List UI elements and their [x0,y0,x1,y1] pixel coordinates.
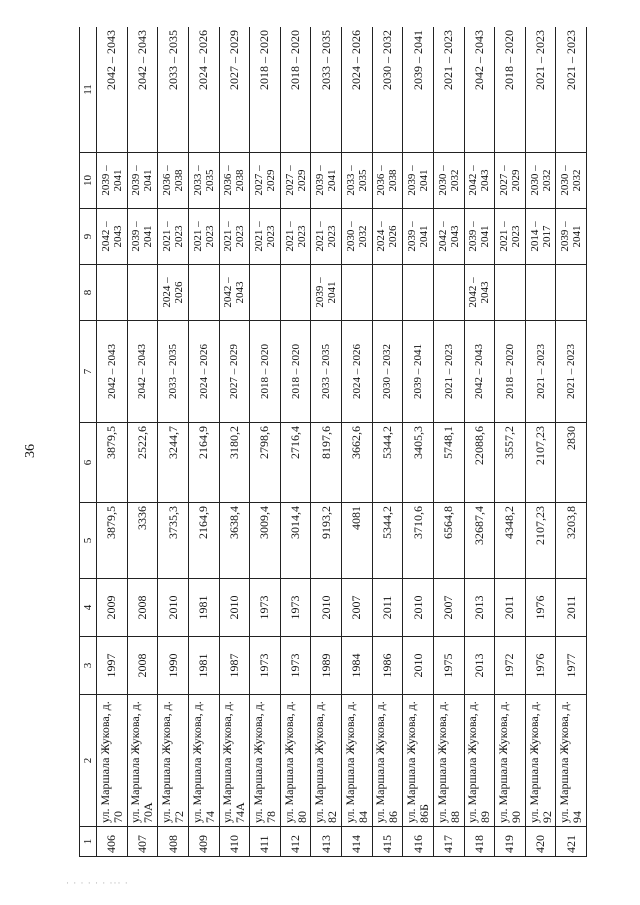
period-cell: 2036 – 2038 [219,153,250,209]
table-row [433,27,464,857]
row-number: 415 [372,827,403,857]
period-cell: 2039 – 2041 [127,209,158,265]
col-header-10: 10 [80,153,97,209]
year-built-cell: 1989 [311,637,342,695]
table-row [188,27,219,857]
total-area-cell: 2107,23 [525,503,556,579]
period-cell: 2021 – 2023 [433,27,464,153]
address-cell: ул. Маршала Жукова, д. 72 [158,695,189,827]
period-cell: 2018 – 2020 [280,321,311,423]
total-area-cell: 3710,6 [403,503,434,579]
total-area-cell: 3014,4 [280,503,311,579]
period-cell: 2036 – 2038 [158,153,189,209]
period-cell: 2042 – 2043 [127,321,158,423]
year-built-cell: 1981 [188,637,219,695]
period-cell: 2021 – 2023 [525,27,556,153]
year-built-cell: 1972 [495,637,526,695]
period-cell [250,265,281,321]
period-cell: 2042 – 2043 [464,321,495,423]
period-cell: 2042 – 2043 [97,27,128,153]
year-built-cell: 1973 [280,637,311,695]
period-cell: 2039 – 2041 [464,209,495,265]
period-cell: 2033 – 2035 [158,321,189,423]
living-area-cell: 3662,6 [342,423,373,503]
col-header-11: 11 [80,27,97,153]
period-cell: 2030 – 2032 [433,153,464,209]
total-area-cell: 6564,8 [433,503,464,579]
period-cell: 2039 – 2041 [403,153,434,209]
year-cell: 2011 [495,579,526,637]
col-header-7: 7 [80,321,97,423]
address-cell: ул. Маршала Жукова, д. 70А [127,695,158,827]
year-cell: 2008 [127,579,158,637]
row-number: 409 [188,827,219,857]
rotated-table-frame [79,27,587,857]
total-area-cell: 3735,3 [158,503,189,579]
col-header-4: 4 [80,579,97,637]
total-area-cell: 4348,2 [495,503,526,579]
period-cell [188,265,219,321]
address-cell: ул. Маршала Жукова, д. 74А [219,695,250,827]
period-cell [556,265,587,321]
year-cell: 2009 [97,579,128,637]
housing-schedule-table [79,27,587,857]
period-cell: 2024 – 2026 [342,27,373,153]
period-cell: 2021 – 2023 [158,209,189,265]
period-cell: 2024 – 2026 [158,265,189,321]
period-cell: 2027 – 2029 [250,153,281,209]
period-cell: 2021 – 2023 [280,209,311,265]
row-number: 414 [342,827,373,857]
period-cell: 2021 – 2023 [250,209,281,265]
row-number: 408 [158,827,189,857]
period-cell: 2024 – 2026 [188,27,219,153]
period-cell: 2021 – 2023 [311,209,342,265]
col-header-3: 3 [80,637,97,695]
total-area-cell: 3203,8 [556,503,587,579]
year-built-cell: 1976 [525,637,556,695]
period-cell: 2039 – 2041 [403,209,434,265]
year-built-cell: 1990 [158,637,189,695]
period-cell: 2030 – 2032 [556,153,587,209]
period-cell: 2018 – 2020 [280,27,311,153]
row-number: 419 [495,827,526,857]
col-header-6: 6 [80,423,97,503]
year-cell: 2011 [372,579,403,637]
period-cell: 2030 – 2032 [342,209,373,265]
period-cell [127,265,158,321]
period-cell: 2027 – 2029 [495,153,526,209]
living-area-cell: 2107,23 [525,423,556,503]
year-cell: 2010 [219,579,250,637]
period-cell: 2042 – 2043 [219,265,250,321]
living-area-cell: 2830 [556,423,587,503]
address-cell: ул. Маршала Жукова, д. 86Б [403,695,434,827]
period-cell: 2042 – 2043 [97,209,128,265]
total-area-cell: 3009,4 [250,503,281,579]
total-area-cell: 2164,9 [188,503,219,579]
table-row [403,27,434,857]
total-area-cell: 3638,4 [219,503,250,579]
period-cell: 2027 – 2029 [219,321,250,423]
year-built-cell: 1973 [250,637,281,695]
col-header-8: 8 [80,265,97,321]
address-cell: ул. Маршала Жукова, д. 78 [250,695,281,827]
period-cell [433,265,464,321]
address-cell: ул. Маршала Жукова, д. 80 [280,695,311,827]
year-cell: 1976 [525,579,556,637]
table-row [97,27,128,857]
living-area-cell: 22088,6 [464,423,495,503]
period-cell: 2030 – 2032 [525,153,556,209]
living-area-cell: 2522,6 [127,423,158,503]
address-cell: ул. Маршала Жукова, д. 89 [464,695,495,827]
period-cell: 2042 – 2043 [433,209,464,265]
period-cell: 2021 – 2023 [525,321,556,423]
period-cell: 2033 – 2035 [342,153,373,209]
total-area-cell: 32687,4 [464,503,495,579]
address-cell: ул. Маршала Жукова, д. 74 [188,695,219,827]
address-cell: ул. Маршала Жукова, д. 84 [342,695,373,827]
table-row [372,27,403,857]
address-cell: ул. Маршала Жукова, д. 92 [525,695,556,827]
living-area-cell: 3244,7 [158,423,189,503]
year-cell: 2010 [311,579,342,637]
year-built-cell: 1984 [342,637,373,695]
year-built-cell: 1987 [219,637,250,695]
row-number: 413 [311,827,342,857]
year-cell: 2010 [158,579,189,637]
living-area-cell: 8197,6 [311,423,342,503]
living-area-cell: 2798,6 [250,423,281,503]
period-cell: 2036 – 2038 [372,153,403,209]
table-row [250,27,281,857]
period-cell: 2014 – 2017 [525,209,556,265]
period-cell: 2042 – 2043 [464,153,495,209]
period-cell: 2021 – 2023 [556,27,587,153]
period-cell: 2021 – 2023 [495,209,526,265]
year-built-cell: 2010 [403,637,434,695]
period-cell: 2042 – 2043 [464,265,495,321]
table-row [495,27,526,857]
table-row [158,27,189,857]
year-built-cell: 1975 [433,637,464,695]
year-built-cell: 1977 [556,637,587,695]
col-header-9: 9 [80,209,97,265]
period-cell: 2033 – 2035 [311,27,342,153]
period-cell: 2018 – 2020 [250,321,281,423]
period-cell [280,265,311,321]
period-cell: 2018 – 2020 [495,27,526,153]
year-cell: 2007 [433,579,464,637]
period-cell: 2027 – 2029 [219,27,250,153]
table-row [556,27,587,857]
living-area-cell: 2716,4 [280,423,311,503]
year-built-cell: 1986 [372,637,403,695]
scan-artifact: · · · · · · ··· · [66,878,129,888]
period-cell: 2030 – 2032 [372,321,403,423]
period-cell [372,265,403,321]
row-number: 421 [556,827,587,857]
table-row [464,27,495,857]
table-body [97,27,587,857]
period-cell [525,265,556,321]
year-cell: 2011 [556,579,587,637]
period-cell: 2027 – 2029 [280,153,311,209]
period-cell [495,265,526,321]
table-row [311,27,342,857]
year-cell: 1973 [250,579,281,637]
period-cell: 2030 – 2032 [372,27,403,153]
period-cell: 2042 – 2043 [127,27,158,153]
period-cell: 2021 – 2023 [188,209,219,265]
period-cell: 2039 – 2041 [403,321,434,423]
period-cell: 2024 – 2026 [372,209,403,265]
table-row [219,27,250,857]
year-cell: 2007 [342,579,373,637]
period-cell: 2024 – 2026 [342,321,373,423]
period-cell: 2042 – 2043 [464,27,495,153]
address-cell: ул. Маршала Жукова, д. 82 [311,695,342,827]
table-row [525,27,556,857]
year-built-cell: 1997 [97,637,128,695]
total-area-cell: 3336 [127,503,158,579]
row-number: 410 [219,827,250,857]
period-cell: 2039 – 2041 [311,153,342,209]
living-area-cell: 3405,3 [403,423,434,503]
period-cell: 2024 – 2026 [188,321,219,423]
total-area-cell: 3879,5 [97,503,128,579]
period-cell [403,265,434,321]
table-row [280,27,311,857]
address-cell: ул. Маршала Жукова, д. 90 [495,695,526,827]
year-cell: 2010 [403,579,434,637]
row-number: 418 [464,827,495,857]
living-area-cell: 3557,2 [495,423,526,503]
period-cell: 2033 – 2035 [158,27,189,153]
year-cell: 1973 [280,579,311,637]
period-cell [97,265,128,321]
living-area-cell: 5344,2 [372,423,403,503]
period-cell: 2018 – 2020 [250,27,281,153]
period-cell: 2039 – 2041 [97,153,128,209]
period-cell: 2039 – 2041 [556,209,587,265]
period-cell: 2039 – 2041 [127,153,158,209]
living-area-cell: 2164,9 [188,423,219,503]
row-number: 417 [433,827,464,857]
row-number: 407 [127,827,158,857]
period-cell: 2039 – 2041 [403,27,434,153]
period-cell: 2021 – 2023 [433,321,464,423]
living-area-cell: 5748,1 [433,423,464,503]
living-area-cell: 3879,5 [97,423,128,503]
period-cell: 2021 – 2023 [219,209,250,265]
period-cell: 2033 – 2035 [311,321,342,423]
row-number: 420 [525,827,556,857]
period-cell: 2021 – 2023 [556,321,587,423]
total-area-cell: 5344,2 [372,503,403,579]
row-number: 412 [280,827,311,857]
address-cell: ул. Маршала Жукова, д. 94 [556,695,587,827]
period-cell: 2018 – 2020 [495,321,526,423]
period-cell: 2042 – 2043 [97,321,128,423]
col-header-1: 1 [80,827,97,857]
table-row [127,27,158,857]
row-number: 411 [250,827,281,857]
period-cell: 2039 – 2041 [311,265,342,321]
address-cell: ул. Маршала Жукова, д. 86 [372,695,403,827]
year-built-cell: 2008 [127,637,158,695]
header-row [80,27,97,857]
table-row [342,27,373,857]
living-area-cell: 3180,2 [219,423,250,503]
period-cell: 2033 – 2035 [188,153,219,209]
page-number: 36 [23,444,38,458]
total-area-cell: 4081 [342,503,373,579]
col-header-5: 5 [80,503,97,579]
row-number: 406 [97,827,128,857]
total-area-cell: 9193,2 [311,503,342,579]
address-cell: ул. Маршала Жукова, д. 88 [433,695,464,827]
year-cell: 1981 [188,579,219,637]
year-built-cell: 2013 [464,637,495,695]
year-cell: 2013 [464,579,495,637]
period-cell [342,265,373,321]
address-cell: ул. Маршала Жукова, д. 70 [97,695,128,827]
row-number: 416 [403,827,434,857]
col-header-2: 2 [80,695,97,827]
